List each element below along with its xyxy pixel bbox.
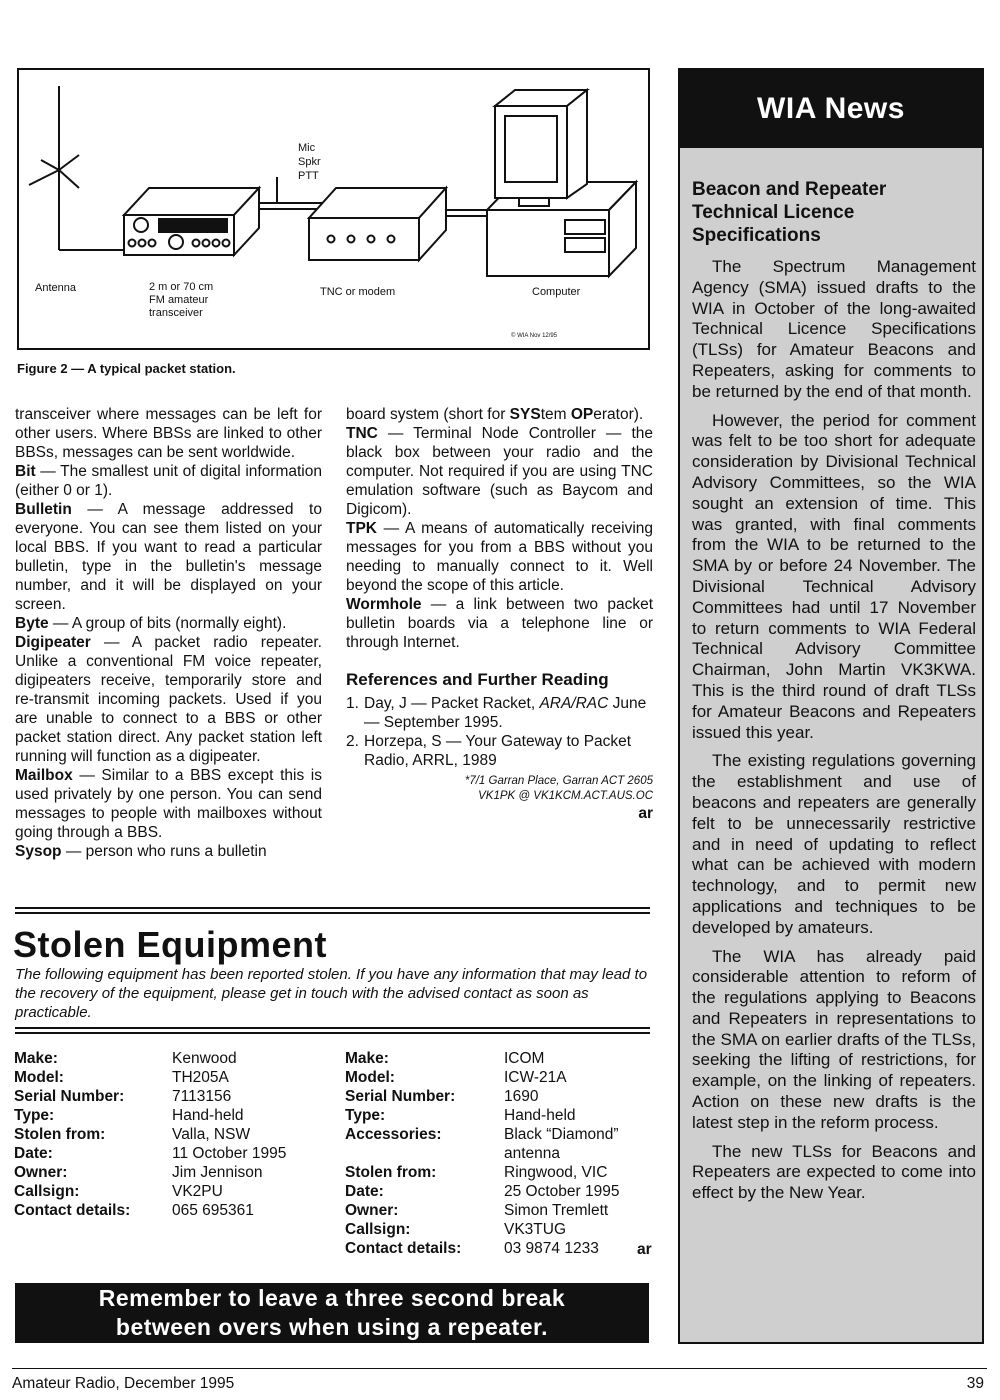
glossary-entry-tnc xyxy=(346,424,653,519)
sysop-cont-b: tem xyxy=(540,406,571,423)
glossary-entry-bulletin xyxy=(15,500,322,614)
transceiver-drawing xyxy=(124,188,259,255)
glossary-entry-bit xyxy=(15,462,322,500)
reference-number: 2. xyxy=(346,733,359,750)
article-end-mark: ar xyxy=(638,805,653,822)
field-value: 7113156 xyxy=(172,1088,232,1105)
term-byte: Byte xyxy=(15,615,49,632)
antenna-drawing xyxy=(29,86,124,250)
field-value: 065 695361 xyxy=(172,1202,254,1219)
def-wormhole: — a link between two packet bulletin boards via a telephone line or through Internet. xyxy=(346,596,653,651)
ptt-label: PTT xyxy=(298,170,319,182)
stolen-row xyxy=(14,1182,286,1201)
stolen-row xyxy=(345,1239,649,1258)
field-value: ICOM xyxy=(504,1050,545,1067)
field-label: Type: xyxy=(345,1107,386,1124)
sysop-cont-a: board system (short for xyxy=(346,406,510,423)
glossary-entry-tpk xyxy=(346,519,653,595)
term-mailbox: Mailbox xyxy=(15,767,73,784)
figure-packet-station xyxy=(17,68,650,350)
page-number: 39 xyxy=(966,1375,984,1392)
stolen-row xyxy=(345,1163,649,1182)
field-value: 11 October 1995 xyxy=(172,1145,287,1162)
computer-label: Computer xyxy=(532,286,581,298)
glossary-entry-sysop xyxy=(15,842,322,861)
field-label: Owner: xyxy=(345,1202,399,1219)
field-value: 03 9874 1233 xyxy=(504,1240,599,1257)
wia-paragraph: The existing regulations governing the establishment and use of beacons and repeaters are generally felt to be unnecessarily restrictive and in need of updating to reflect what can be achieved with modern technology, and to permit new applications and techniques to be developed by amateurs. xyxy=(692,751,976,937)
field-label: Owner: xyxy=(14,1164,68,1181)
field-value: Valla, NSW xyxy=(172,1126,251,1143)
field-value: Ringwood, VIC xyxy=(504,1164,608,1181)
term-bulletin: Bulletin xyxy=(15,501,72,518)
stolen-equipment-title: Stolen Equipment xyxy=(13,924,327,965)
stolen-row xyxy=(14,1087,286,1106)
author-packet-address: VK1PK @ VK1KCM.ACT.AUS.OC xyxy=(478,790,653,802)
author-address: *7/1 Garran Place, Garran ACT 2605 xyxy=(464,775,653,787)
footer-rule xyxy=(12,1368,987,1369)
computer-cable-drawing xyxy=(446,210,489,216)
def-byte: — A group of bits (normally eight). xyxy=(48,615,287,632)
stolen-row xyxy=(14,1201,286,1220)
field-value: Hand-held xyxy=(504,1107,576,1124)
references-list xyxy=(346,694,653,770)
field-label: Model: xyxy=(345,1069,395,1086)
stolen-row xyxy=(345,1201,649,1220)
field-label: Contact details: xyxy=(345,1240,462,1257)
sysop-cont-c: erator). xyxy=(593,406,644,423)
glossary-entry-byte xyxy=(15,614,322,633)
field-label: Type: xyxy=(14,1107,55,1124)
reference-item xyxy=(346,732,653,770)
stolen-row xyxy=(14,1144,286,1163)
stolen-row xyxy=(345,1049,649,1068)
field-value: TH205A xyxy=(172,1069,229,1086)
tnc-label: TNC or modem xyxy=(320,286,396,298)
field-value: 25 October 1995 xyxy=(504,1183,620,1200)
term-tnc: TNC xyxy=(346,425,378,442)
field-label: Make: xyxy=(14,1050,58,1067)
stolen-end-mark: ar xyxy=(637,1241,652,1258)
def-tnc: — Terminal Node Controller — the black box between your radio and the computer. Not required if you are using TNC emulation software (such as Baycom and Digicom). xyxy=(346,425,653,518)
field-value: ICW-21A xyxy=(504,1069,567,1086)
glossary-sysop-continuation xyxy=(346,405,653,424)
computer-drawing xyxy=(487,90,636,276)
term-tpk: TPK xyxy=(346,520,377,537)
glossary-entry-wormhole xyxy=(346,595,653,652)
field-value: Simon Tremlett xyxy=(504,1202,609,1219)
glossary-entry-digipeater xyxy=(15,633,322,766)
glossary-entry-mailbox xyxy=(15,766,322,842)
field-label: Stolen from: xyxy=(345,1164,437,1181)
term-sysop: Sysop xyxy=(15,843,62,860)
stolen-row xyxy=(14,1125,286,1144)
banner-line-1: Remember to leave a three second break xyxy=(98,1285,566,1311)
stolen-row xyxy=(345,1125,649,1163)
def-sysop: — person who runs a bulletin xyxy=(61,843,267,860)
field-label: Make: xyxy=(345,1050,389,1067)
wia-paragraph: The new TLSs for Beacons and Repeaters are expected to come into effect by the New Year. xyxy=(692,1141,976,1203)
term-wormhole: Wormhole xyxy=(346,596,422,613)
glossary-column-1 xyxy=(15,405,322,861)
reference-text: Horzepa, S — Your Gateway to Packet Radio, ARRL, 1989 xyxy=(364,733,632,769)
def-digipeater: — A packet radio repeater. Unlike a conventional FM voice repeater, digipeaters receive, temporarily store and re-transmit incoming packets. Used if you are unable to connect to a BBS or other packet station direct. Any packet station left running will function as a digipeater. xyxy=(15,634,322,765)
def-bulletin: — A message addressed to everyone. You can see them listed on your local BBS. If you want to read a particular bulletin, type in the bulletin's message number, and it will be displayed on your screen. xyxy=(15,501,322,613)
field-value: Kenwood xyxy=(172,1050,237,1067)
sysop-cont-sys: SYS xyxy=(509,406,541,423)
stolen-bottom-rule xyxy=(15,1027,650,1034)
stolen-row xyxy=(345,1182,649,1201)
reference-text-italic: ARA/RAC xyxy=(539,695,609,712)
term-digipeater: Digipeater xyxy=(15,634,91,651)
spkr-label: Spkr xyxy=(298,156,321,168)
stolen-item-kenwood xyxy=(14,1049,286,1220)
def-mailbox: — Similar to a BBS except this is used privately by one person. You can send messages to people with mailboxes without going through a BBS. xyxy=(15,767,322,841)
figure-copyright: © WIA Nov 12/95 xyxy=(511,333,558,339)
packet-station-diagram xyxy=(19,70,652,352)
banner-line-2: between overs when using a repeater. xyxy=(115,1314,549,1340)
stolen-row xyxy=(345,1068,649,1087)
repeater-reminder-banner xyxy=(15,1283,649,1343)
reference-text xyxy=(364,694,653,732)
field-label: Date: xyxy=(14,1145,53,1162)
wia-paragraph: The WIA has already paid considerable attention to reform of the regulations applying to Beacons and Repeaters in representations to the SMA on earlier drafts of the TLSs, seeking the lifting of restrictions, for example, on the linking of repeaters. Action on these new drafts is the latest step in the reform process. xyxy=(692,946,976,1132)
references-heading: References and Further Reading xyxy=(346,670,609,689)
field-value: Black “Diamond” antenna xyxy=(504,1126,619,1162)
field-label: Serial Number: xyxy=(345,1088,456,1105)
glossary-column-2 xyxy=(346,405,653,823)
field-value: Jim Jennison xyxy=(172,1164,263,1181)
field-value: 1690 xyxy=(504,1088,539,1105)
stolen-row xyxy=(14,1049,286,1068)
transceiver-label: 2 m or 70 cm FM amateur transceiver xyxy=(149,281,214,319)
continuation-text: transceiver where messages can be left for other users. Where BBSs are linked to other BBSs, messages can be sent worldwide. xyxy=(15,406,322,461)
field-label: Stolen from: xyxy=(14,1126,106,1143)
stolen-row xyxy=(345,1220,649,1239)
wia-news-header: WIA News xyxy=(680,70,982,148)
antenna-label: Antenna xyxy=(35,282,76,294)
figure-caption: Figure 2 — A typical packet station. xyxy=(17,361,236,376)
stolen-row xyxy=(14,1106,286,1125)
reference-number: 1. xyxy=(346,695,359,712)
footer-publication: Amateur Radio, December 1995 xyxy=(12,1375,235,1392)
field-label: Callsign: xyxy=(345,1221,411,1238)
field-value: VK3TUG xyxy=(504,1221,567,1238)
wia-news-sidebar xyxy=(678,68,984,1344)
wia-paragraph: However, the period for comment was felt to be too short for adequate consideration by Divisional Technical Advisory Committees, so the WIA sought an extension of time. This was granted, with final comments from the WIA to be returned to the SMA by or before 24 November. The Divisional Technical Advisory Committees had until 17 November to return comments to WIA Federal Technical Advisory Committee Chairman, John Martin VK3KWA. This is the third round of draft TLSs for Amateur Beacons and Repeaters issued this year. xyxy=(692,410,976,742)
field-value: Hand-held xyxy=(172,1107,244,1124)
field-label: Accessories: xyxy=(345,1126,442,1143)
wia-news-body xyxy=(680,148,982,1204)
field-label: Serial Number: xyxy=(14,1088,125,1105)
stolen-item-icom xyxy=(345,1049,649,1258)
tnc-drawing xyxy=(309,188,446,260)
term-bit: Bit xyxy=(15,463,36,480)
reference-item xyxy=(346,694,653,732)
stolen-top-rule xyxy=(15,907,650,914)
wia-paragraph: The Spectrum Management Agency (SMA) issued drafts to the WIA in October of the long-awaited Technical Licence Specifications (TLSs) for Amateur Beacons and Repeaters, asking for comments to be returned by the end of that month. xyxy=(692,257,976,401)
stolen-row xyxy=(345,1106,649,1125)
glossary-continuation xyxy=(15,405,322,462)
field-label: Model: xyxy=(14,1069,64,1086)
reference-text-pre: Day, J — Packet Racket, xyxy=(364,695,540,712)
stolen-row xyxy=(345,1087,649,1106)
stolen-equipment-intro: The following equipment has been reported stolen. If you have any information that may lead to the recovery of the equipment, please get in touch with the advised contact as soon as practicable. xyxy=(15,966,648,1021)
def-bit: — The smallest unit of digital information (either 0 or 1). xyxy=(15,463,322,499)
stolen-row xyxy=(14,1068,286,1087)
def-tpk: — A means of automatically receiving messages for you from a BBS without you needing to manually connect to it. Well beyond the scope of this article. xyxy=(346,520,653,594)
field-label: Callsign: xyxy=(14,1183,80,1200)
stolen-row xyxy=(14,1163,286,1182)
sysop-cont-op: OP xyxy=(570,406,594,423)
field-label: Contact details: xyxy=(14,1202,131,1219)
mic-label: Mic xyxy=(298,142,316,154)
field-value: VK2PU xyxy=(172,1183,223,1200)
reference-text-post: June — September 1995. xyxy=(364,695,647,731)
wia-article-title: Beacon and Repeater Technical Licence Specifications xyxy=(692,179,887,246)
field-label: Date: xyxy=(345,1183,384,1200)
